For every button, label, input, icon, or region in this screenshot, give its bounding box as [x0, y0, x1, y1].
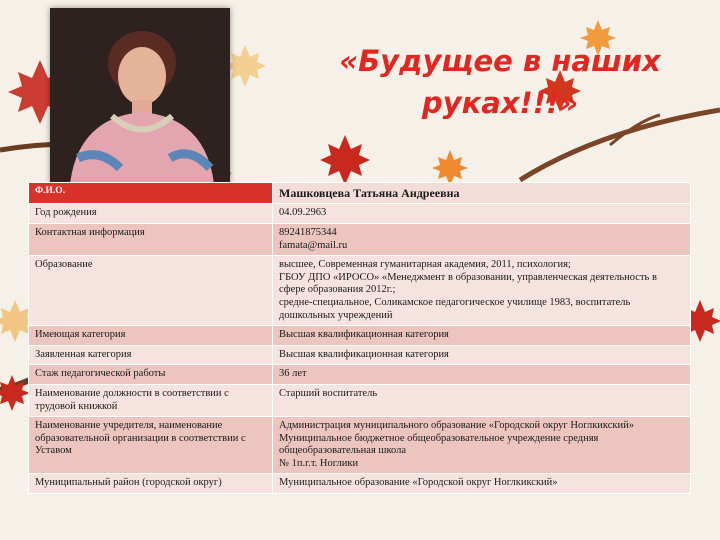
row-value: [273, 417, 691, 474]
row-value: [273, 345, 691, 365]
table-row-district: [29, 474, 691, 494]
table-row-birth-year: [29, 204, 691, 224]
email-link[interactable]: famata@mail.ru: [279, 239, 348, 251]
row-value: [273, 326, 691, 346]
row-label: Год рождения: [29, 204, 273, 224]
info-table: [28, 182, 691, 494]
slide-title: «Будущее в наших руках!!!»: [339, 44, 661, 121]
maple-leaf-icon: [320, 135, 370, 185]
value-line: средне-специальное, Соликамское педагогическое училище 1983, воспитатель дошкольных учреждений: [279, 296, 631, 321]
row-value: [273, 365, 691, 385]
row-value: [273, 183, 691, 204]
table-row-current-category: [29, 326, 691, 346]
row-label: Образование: [29, 256, 273, 326]
row-label: Имеющая категория: [29, 326, 273, 346]
row-label: Муниципальный район (городской округ): [29, 474, 273, 494]
value-line: Муниципальное образование «Городской округ Ноглкикский»: [279, 477, 558, 489]
table-row-position: [29, 384, 691, 416]
table-row-organization: [29, 417, 691, 474]
value-line: ГБОУ ДПО «ИРОСО» «Менеджмент в образовании, управленческая деятельность в сфере образования 2012г.;: [279, 271, 657, 296]
row-value: [273, 384, 691, 416]
row-value: [273, 474, 691, 494]
row-label: Стаж педагогической работы: [29, 365, 273, 385]
table-row-contacts: [29, 223, 691, 255]
value-line: № 1п.г.т. Ноглики: [279, 457, 359, 469]
row-value: [273, 223, 691, 255]
row-label: Наименование учредителя, наименование образовательной организации в соответствии с Уставом: [29, 417, 273, 474]
value-line: Старший воспитатель: [279, 387, 378, 399]
maple-leaf-icon: [432, 150, 468, 186]
row-value: [273, 256, 691, 326]
value-line: Муниципальное бюджетное общеобразовательное учреждение средняя общеобразовательная школа: [279, 432, 599, 457]
value-line: высшее, Современная гуманитарная академия, 2011, психология;: [279, 259, 571, 271]
table-row-fio: [29, 183, 691, 204]
row-label: Контактная информация: [29, 223, 273, 255]
value-line: Высшая квалификационная категория: [279, 329, 449, 341]
value-line: Высшая квалификационная категория: [279, 348, 449, 360]
value-line: 36 лет: [279, 368, 307, 380]
row-value: [273, 204, 691, 224]
phone-value: 89241875344: [279, 226, 337, 238]
row-label: Ф.И.О.: [29, 183, 273, 204]
value-line: 04.09.2963: [279, 207, 327, 219]
value-line: Машковцева Татьяна Андреевна: [279, 186, 460, 200]
table-row-declared-category: [29, 345, 691, 365]
row-label: Заявленная категория: [29, 345, 273, 365]
table-row-experience: [29, 365, 691, 385]
row-label: Наименование должности в соответствии с трудовой книжкой: [29, 384, 273, 416]
value-line: Администрация муниципального образование «Городской округ Ноглкикский»: [279, 420, 635, 432]
maple-leaf-icon: [224, 45, 266, 87]
table-row-education: [29, 256, 691, 326]
portrait-photo: [50, 8, 230, 184]
